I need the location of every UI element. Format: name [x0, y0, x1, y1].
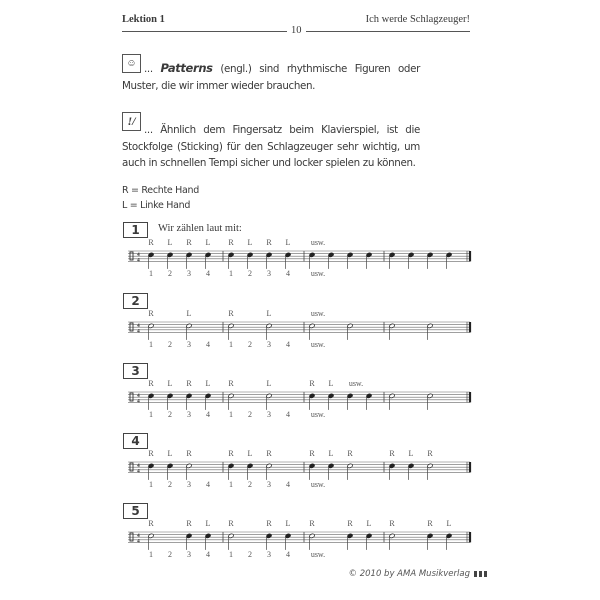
copyright: © 2010 by AMA Musikverlag: [348, 569, 470, 579]
sticking-label: L: [366, 519, 372, 528]
count-label: 3: [267, 410, 271, 419]
sticking-label: L: [205, 519, 211, 528]
exercise-number: 4: [123, 433, 148, 449]
count-label: 1: [149, 550, 153, 559]
sticking-label: L: [446, 519, 452, 528]
sticking-label: R: [389, 519, 395, 528]
sticking-label: R: [228, 449, 234, 458]
staff: [0, 363, 600, 433]
staff: [0, 222, 600, 292]
count-label: usw.: [310, 550, 326, 559]
sticking-label: L: [247, 449, 253, 458]
exercise-2: [0, 293, 600, 363]
time-signature-top: 4: [137, 463, 140, 469]
patterns-tip: [122, 60, 420, 94]
count-label: 2: [168, 410, 172, 419]
sticking-label: R: [228, 309, 234, 318]
exercise-4: [0, 433, 600, 503]
time-signature-top: 4: [137, 252, 140, 258]
time-signature-top: 4: [137, 323, 140, 329]
chapter-title: Ich werde Schlagzeuger!: [365, 14, 470, 25]
count-label: 2: [168, 480, 172, 489]
sticking-label: L: [205, 238, 211, 247]
count-label: 4: [286, 410, 290, 419]
sticking-label: L: [167, 449, 173, 458]
patterns-text: (engl.) sind rhythmische Figuren oder Muster, die wir immer wieder brauchen.: [122, 63, 420, 92]
time-signature-bottom: 4: [137, 257, 140, 264]
sticking-label: R: [389, 449, 395, 458]
sticking-tip: ... Ähnlich dem Fingersatz beim Klavierspiel, ist die Stockfolge (Sticking) für den Schlagzeuger sehr wichtig, um auch in schnellen Tempi sicher und locker spielen zu können.: [122, 124, 420, 169]
sticking-label: R: [347, 519, 353, 528]
sticking-label: R: [228, 519, 234, 528]
sticking-label: R: [228, 238, 234, 247]
sticking-label: R: [148, 379, 154, 388]
count-label: 4: [206, 550, 210, 559]
time-signature-bottom: 4: [137, 538, 140, 545]
count-label: 1: [229, 410, 233, 419]
staff: [0, 503, 600, 573]
sticking-label: usw.: [310, 309, 326, 318]
count-label: 4: [206, 340, 210, 349]
sticking-label: R: [148, 238, 154, 247]
sticking-label: L: [328, 379, 334, 388]
count-label: 2: [168, 269, 172, 278]
count-label: 4: [206, 410, 210, 419]
count-label: 1: [149, 269, 153, 278]
count-label: 3: [267, 550, 271, 559]
sticking-label: usw.: [310, 238, 326, 247]
smiley-face-icon: ☺: [122, 54, 141, 73]
time-signature-bottom: 4: [137, 328, 140, 335]
exercise-title: Wir zählen laut mit:: [158, 223, 242, 234]
count-label: 2: [248, 410, 252, 419]
count-label: 2: [168, 340, 172, 349]
count-label: 4: [286, 269, 290, 278]
legend-left-hand: L = Linke Hand: [122, 200, 191, 211]
sticking-label: R: [186, 238, 192, 247]
count-label: 2: [248, 480, 252, 489]
count-label: 3: [267, 480, 271, 489]
exercise-number: 5: [123, 503, 148, 519]
sticking-label: R: [148, 519, 154, 528]
count-label: usw.: [310, 410, 326, 419]
count-label: 3: [267, 340, 271, 349]
sticking-label: usw.: [348, 379, 364, 388]
count-label: 3: [187, 480, 191, 489]
sticking-label: R: [309, 379, 315, 388]
count-label: 4: [286, 550, 290, 559]
count-label: 2: [248, 269, 252, 278]
time-signature-top: 4: [137, 393, 140, 399]
sticking-label: L: [205, 379, 211, 388]
count-label: 3: [267, 269, 271, 278]
staff: [0, 293, 600, 363]
sticking-label: R: [186, 449, 192, 458]
sticking-label: L: [167, 238, 173, 247]
exercise-number: 1: [123, 222, 148, 238]
sticking-label: R: [148, 309, 154, 318]
exercise-3: [0, 363, 600, 433]
count-label: 4: [286, 340, 290, 349]
count-label: 4: [206, 480, 210, 489]
count-label: 2: [248, 550, 252, 559]
page-number: 10: [291, 25, 302, 36]
count-label: 1: [229, 480, 233, 489]
sticking-label: R: [148, 449, 154, 458]
sticking-label: L: [167, 379, 173, 388]
sticking-label: R: [186, 379, 192, 388]
staff: [0, 433, 600, 503]
sticking-label: R: [309, 519, 315, 528]
sticking-label: R: [228, 379, 234, 388]
exclamation-icon: !/: [122, 112, 141, 131]
sticking-label: L: [266, 309, 272, 318]
sticking-label: R: [309, 449, 315, 458]
exercise-1: [0, 222, 600, 292]
count-label: 4: [206, 269, 210, 278]
count-label: 3: [187, 269, 191, 278]
sticking-label: R: [266, 449, 272, 458]
count-label: 2: [168, 550, 172, 559]
count-label: 1: [149, 340, 153, 349]
count-label: 3: [187, 550, 191, 559]
sticking-label: R: [427, 449, 433, 458]
count-label: usw.: [310, 480, 326, 489]
header-rule-right: [306, 31, 470, 32]
count-label: 1: [149, 480, 153, 489]
count-label: 1: [229, 550, 233, 559]
publisher-logo-icon: [474, 571, 488, 577]
sticking-label: L: [328, 449, 334, 458]
sticking-label: R: [427, 519, 433, 528]
count-label: usw.: [310, 269, 326, 278]
count-label: 2: [248, 340, 252, 349]
sticking-label: L: [285, 238, 291, 247]
time-signature-top: 4: [137, 533, 140, 539]
sticking-label: R: [347, 449, 353, 458]
count-label: 3: [187, 410, 191, 419]
sticking-label: L: [186, 309, 192, 318]
count-label: 4: [286, 480, 290, 489]
exercise-number: 3: [123, 363, 148, 379]
sticking-label: R: [186, 519, 192, 528]
time-signature-bottom: 4: [137, 398, 140, 405]
count-label: 1: [229, 340, 233, 349]
exercise-number: 2: [123, 293, 148, 309]
sticking-label: L: [247, 238, 253, 247]
patterns-term: Patterns: [160, 61, 213, 75]
count-label: 1: [229, 269, 233, 278]
time-signature-bottom: 4: [137, 468, 140, 475]
legend-right-hand: R = Rechte Hand: [122, 185, 199, 196]
count-label: usw.: [310, 340, 326, 349]
sticking-label: R: [266, 519, 272, 528]
count-label: 1: [149, 410, 153, 419]
sticking-label: L: [285, 519, 291, 528]
header-rule-left: [122, 31, 287, 32]
ellipsis: ...: [144, 63, 161, 75]
lesson-label: Lektion 1: [122, 14, 165, 25]
exercise-5: [0, 503, 600, 573]
sticking-label: L: [408, 449, 414, 458]
sticking-label: L: [266, 379, 272, 388]
count-label: 3: [187, 340, 191, 349]
sticking-label: R: [266, 238, 272, 247]
